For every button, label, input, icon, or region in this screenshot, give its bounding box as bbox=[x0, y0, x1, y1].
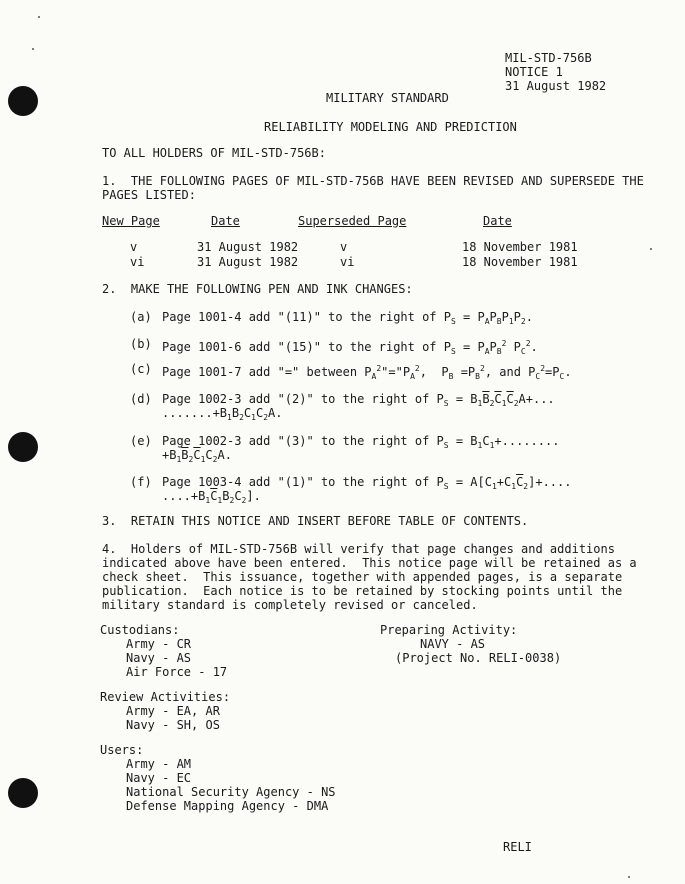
user-item: Navy - EC bbox=[126, 771, 192, 785]
table-row-2-old-date: 18 November 1981 bbox=[462, 255, 578, 269]
table-row-2-superseded: vi bbox=[340, 255, 355, 269]
item-e-label: (e) bbox=[130, 434, 152, 448]
table-row-1-new: v bbox=[130, 240, 138, 254]
item-d-label: (d) bbox=[130, 392, 152, 406]
document-title: RELIABILITY MODELING AND PREDICTION bbox=[264, 120, 517, 134]
table-row-1-old-date: 18 November 1981 bbox=[462, 240, 578, 254]
table-row-2-new: vi bbox=[130, 255, 145, 269]
review-heading: Review Activities: bbox=[100, 690, 231, 704]
scan-speck bbox=[38, 16, 40, 18]
section2-heading: 2. MAKE THE FOLLOWING PEN AND INK CHANGES: bbox=[102, 282, 413, 296]
item-f-label: (f) bbox=[130, 475, 152, 489]
preparing-heading: Preparing Activity: bbox=[380, 623, 518, 637]
item-f-text: Page 1003-4 add "(1)" to the right of $P_S = A[C_1+C_1\overline{C}_2]+$.... bbox=[162, 475, 572, 491]
section4-line4: publication. Each notice is to be retained by stocking points until the bbox=[102, 584, 623, 598]
section4-line5: military standard is completely revised or canceled. bbox=[102, 598, 478, 612]
item-a-label: (a) bbox=[130, 310, 152, 324]
review-item: Navy - SH, OS bbox=[126, 718, 220, 732]
custodian-item: Air Force - 17 bbox=[126, 665, 228, 679]
col-header-new-page: New Page bbox=[102, 214, 160, 228]
item-a-text: Page 1001-4 add "(11)" to the right of $P_S = P_AP_BP_1P_2$. bbox=[162, 310, 533, 326]
item-b-label: (b) bbox=[130, 337, 152, 351]
user-item: National Security Agency - NS bbox=[126, 785, 336, 799]
notice-date: 31 August 1982 bbox=[505, 79, 607, 93]
item-e-text: Page 1002-3 add "(3)" to the right of $P_S = B_1C_1+$........ bbox=[162, 434, 560, 450]
notice-number: NOTICE 1 bbox=[505, 65, 563, 79]
punch-hole-middle bbox=[8, 432, 38, 462]
user-item: Army - AM bbox=[126, 757, 192, 771]
col-header-superseded: Superseded Page bbox=[298, 214, 407, 228]
table-row-1-date: 31 August 1982 bbox=[197, 240, 299, 254]
item-d-cont: $.......+B_1B_2C_1C_2A$. bbox=[162, 406, 283, 422]
section1-line2: PAGES LISTED: bbox=[102, 188, 196, 202]
punch-hole-top bbox=[8, 86, 38, 116]
doc-id: MIL-STD-756B bbox=[505, 51, 592, 65]
table-row-2-date: 31 August 1982 bbox=[197, 255, 299, 269]
item-b-text: Page 1001-6 add "(15)" to the right of $P_S = P_AP_B^2$ $P_C^2$. bbox=[162, 339, 538, 356]
item-e-cont: $+B_1\overline{B}_2\overline{C}_1C_2A$. bbox=[162, 448, 232, 464]
col-header-date: Date bbox=[211, 214, 240, 228]
standard-label: MILITARY STANDARD bbox=[326, 91, 449, 105]
section4-line2: indicated above have been entered. This notice page will be retained as a bbox=[102, 556, 637, 570]
punch-hole-bottom bbox=[8, 778, 38, 808]
users-heading: Users: bbox=[100, 743, 144, 757]
user-item: Defense Mapping Agency - DMA bbox=[126, 799, 329, 813]
custodian-item: Army - CR bbox=[126, 637, 192, 651]
item-f-cont: $....+B_1\overline{C}_1B_2C_2$]. bbox=[162, 489, 261, 505]
section4-line3: check sheet. This issuance, together with appended pages, is a separate bbox=[102, 570, 623, 584]
item-d-text: Page 1002-3 add "(2)" to the right of $P_S = B_1\overline{B}_2\overline{C}_1\overline{C}_2A+$... bbox=[162, 392, 555, 408]
preparing-project: (Project No. RELI-0038) bbox=[395, 651, 562, 665]
item-c-text: Page 1001-7 add "=" between $P_A^2"="P_A^2$, $P_B =P_B^2$, and $P_C^2=P_C$. bbox=[162, 364, 572, 381]
section1-line1: 1. THE FOLLOWING PAGES OF MIL-STD-756B HAVE BEEN REVISED AND SUPERSEDE THE bbox=[102, 174, 644, 188]
scan-speck bbox=[32, 48, 34, 50]
table-row-1-superseded: v bbox=[340, 240, 348, 254]
section4-line1: 4. Holders of MIL-STD-756B will verify that page changes and additions bbox=[102, 542, 615, 556]
item-c-label: (c) bbox=[130, 362, 152, 376]
preparing-activity: NAVY - AS bbox=[420, 637, 486, 651]
section3: 3. RETAIN THIS NOTICE AND INSERT BEFORE TABLE OF CONTENTS. bbox=[102, 514, 529, 528]
scan-speck bbox=[650, 248, 652, 250]
footer-reli: RELI bbox=[503, 840, 532, 854]
scan-speck bbox=[628, 876, 630, 878]
col-header-old-date: Date bbox=[483, 214, 512, 228]
to-line: TO ALL HOLDERS OF MIL-STD-756B: bbox=[102, 146, 326, 160]
review-item: Army - EA, AR bbox=[126, 704, 220, 718]
custodian-item: Navy - AS bbox=[126, 651, 192, 665]
custodians-heading: Custodians: bbox=[100, 623, 180, 637]
